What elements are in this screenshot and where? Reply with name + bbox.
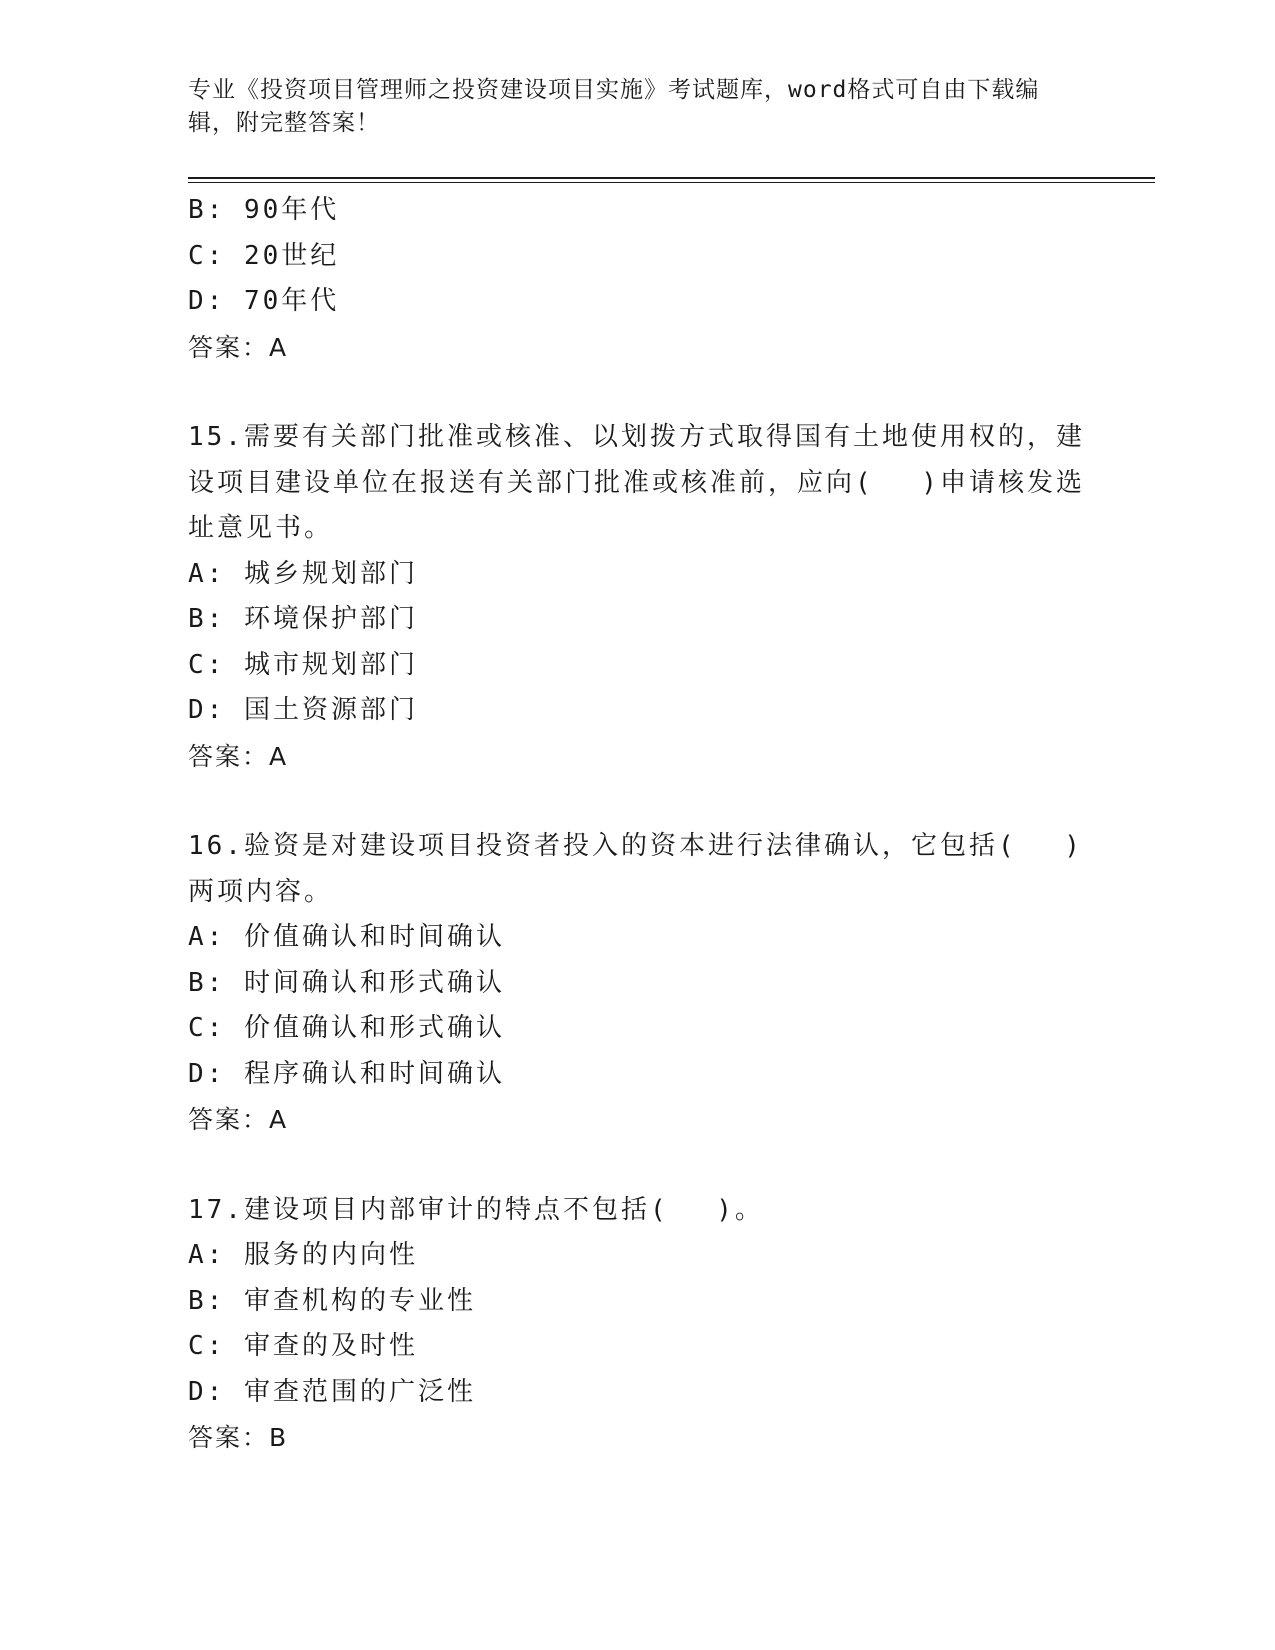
document-header bbox=[188, 74, 1088, 140]
question-stem: 设项目建设单位在报送有关部门批准或核准前，应向( )申请核发选 bbox=[188, 467, 1085, 498]
option-d: D: 审查范围的广泛性 bbox=[188, 1376, 476, 1407]
answer: 答案：B bbox=[188, 1423, 289, 1452]
header-rule-thick bbox=[188, 177, 1155, 179]
option-b: B: 90年代 bbox=[188, 195, 340, 225]
question-stem: 17.建设项目内部审计的特点不包括( )。 bbox=[188, 1194, 764, 1225]
answer: 答案：A bbox=[188, 332, 289, 362]
question-list bbox=[188, 188, 1088, 1461]
answer: 答案：A bbox=[188, 741, 289, 771]
spacer bbox=[188, 1143, 1088, 1188]
spacer bbox=[188, 779, 1088, 824]
question-15 bbox=[188, 415, 1088, 779]
option-d: D: 70年代 bbox=[188, 286, 340, 316]
option-c: C: 20世纪 bbox=[188, 240, 340, 271]
option-a: A: 城乡规划部门 bbox=[188, 558, 418, 589]
option-d: D: 国土资源部门 bbox=[188, 695, 418, 725]
question-stem: 两项内容。 bbox=[188, 876, 334, 907]
option-b: B: 时间确认和形式确认 bbox=[188, 967, 505, 998]
header-rule-thin bbox=[188, 182, 1155, 183]
spacer bbox=[188, 370, 1088, 415]
option-d: D: 程序确认和时间确认 bbox=[188, 1058, 505, 1089]
question-17 bbox=[188, 1188, 1088, 1461]
question-14-tail bbox=[188, 188, 1088, 370]
header-line-2: 辑，附完整答案！ bbox=[188, 110, 380, 136]
option-b: B: 环境保护部门 bbox=[188, 604, 418, 634]
option-a: A: 价值确认和时间确认 bbox=[188, 922, 505, 952]
option-b: B: 审查机构的专业性 bbox=[188, 1285, 476, 1316]
header-line-1: 专业《投资项目管理师之投资建设项目实施》考试题库，word格式可自由下载编 bbox=[188, 77, 1040, 103]
answer: 答案：A bbox=[188, 1105, 289, 1134]
question-stem: 15.需要有关部门批准或核准、以划拨方式取得国有土地使用权的，建 bbox=[188, 422, 1085, 452]
option-c: C: 审查的及时性 bbox=[188, 1331, 418, 1361]
option-c: C: 价值确认和形式确认 bbox=[188, 1013, 505, 1043]
option-c: C: 城市规划部门 bbox=[188, 649, 418, 680]
question-16 bbox=[188, 824, 1088, 1143]
question-stem: 址意见书。 bbox=[188, 513, 334, 543]
question-stem: 16.验资是对建设项目投资者投入的资本进行法律确认，它包括( ) bbox=[188, 831, 1083, 861]
option-a: A: 服务的内向性 bbox=[188, 1240, 418, 1270]
